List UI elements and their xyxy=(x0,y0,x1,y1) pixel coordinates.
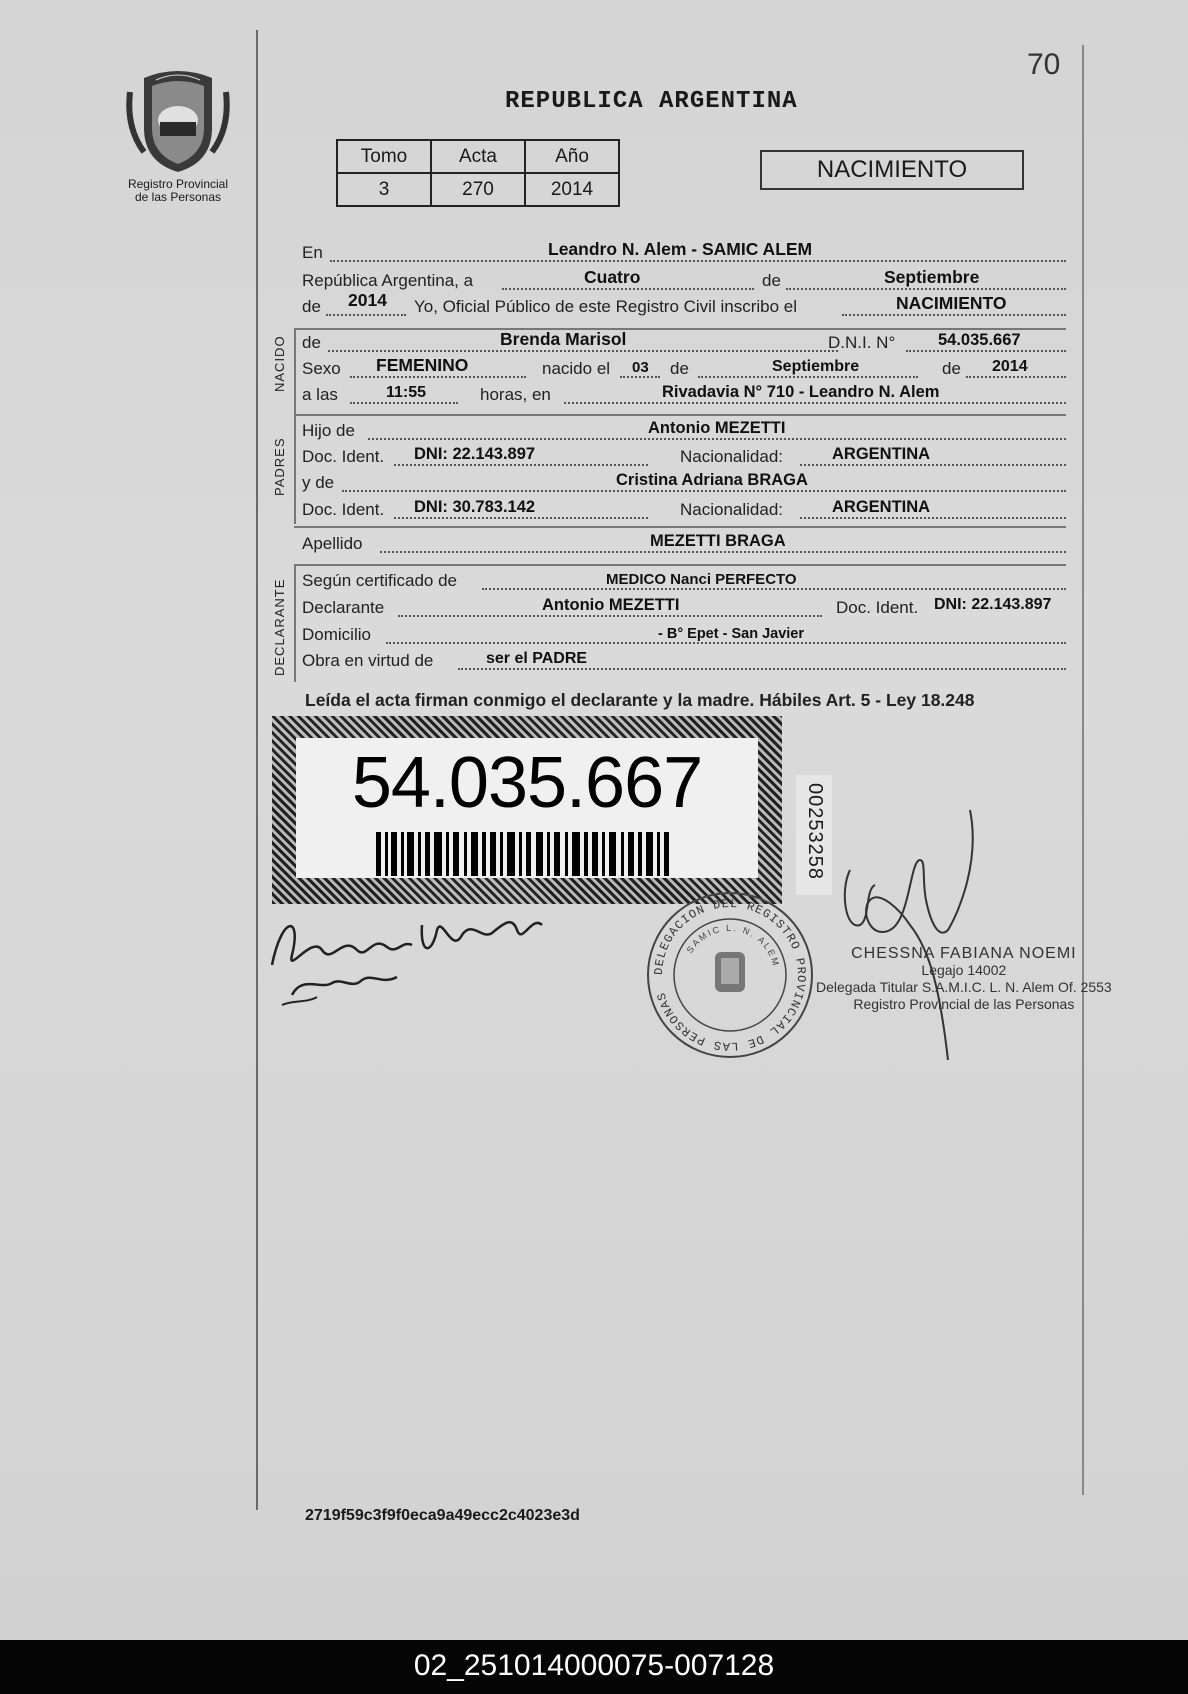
logo-caption-line1: Registro Provincial xyxy=(127,177,229,191)
officer-registro: Registro Provincial de las Personas xyxy=(853,996,1075,1012)
officer-block xyxy=(816,945,1112,1013)
left-margin-line xyxy=(256,30,258,1510)
side-code-text: 00253258 xyxy=(804,783,826,880)
hora-value: 11:55 xyxy=(386,384,427,401)
tomo-value: 3 xyxy=(337,173,431,206)
separator-1 xyxy=(294,328,1066,330)
declarante-signature-icon xyxy=(262,895,562,1025)
padre-doc-value: DNI: 22.143.897 xyxy=(414,445,536,463)
oficial-text: Yo, Oficial Público de este Registro Civil inscribo el xyxy=(414,297,797,316)
sexo-value: FEMENINO xyxy=(376,355,469,375)
row-oficial xyxy=(302,290,1066,320)
declarante-value: Antonio MEZETTI xyxy=(542,596,680,614)
nacido-de3-label: de xyxy=(942,359,961,378)
sticker-dni-number: 54.035.667 xyxy=(351,743,703,823)
province-seal-logo xyxy=(118,68,238,208)
row-padre xyxy=(302,420,1066,444)
dni-sticker-inner xyxy=(296,738,758,878)
tomo-acta-anio-table xyxy=(336,139,620,207)
padre-doc-label: Doc. Ident. xyxy=(302,447,385,466)
logo-caption-line2: de las Personas xyxy=(134,190,222,204)
en-value: Leandro N. Alem - SAMIC ALEM xyxy=(548,239,813,259)
apellido-label: Apellido xyxy=(302,534,363,553)
dni-sticker xyxy=(272,716,782,904)
domicilio-label: Domicilio xyxy=(302,625,371,644)
row-domicilio xyxy=(302,624,1066,648)
nombre-value: Brenda Marisol xyxy=(500,329,627,349)
act-type-box: NACIMIENTO xyxy=(760,150,1024,190)
padre-nac-value: ARGENTINA xyxy=(832,445,931,463)
lugar-value: Rivadavia N° 710 - Leandro N. Alem xyxy=(662,383,940,401)
declarante-doc-value: DNI: 22.143.897 xyxy=(934,596,1052,613)
de-label: de xyxy=(762,271,781,290)
anio-inscripcion-value: 2014 xyxy=(348,290,387,310)
madre-value: Cristina Adriana BRAGA xyxy=(616,471,808,489)
republica-label: República Argentina, a xyxy=(302,271,474,290)
declarante-label: Declarante xyxy=(302,598,385,617)
madre-nac-value: ARGENTINA xyxy=(832,498,931,516)
apellido-value: MEZETTI BRAGA xyxy=(650,532,786,550)
dia-value: Cuatro xyxy=(584,267,641,287)
obra-label: Obra en virtud de xyxy=(302,651,434,670)
yde-label: y de xyxy=(302,473,335,492)
hijo-de-label: Hijo de xyxy=(302,421,355,440)
certificado-value: MEDICO Nanci PERFECTO xyxy=(606,571,797,588)
official-stamp-icon xyxy=(645,890,815,1060)
declarante-doc-label: Doc. Ident. xyxy=(836,598,919,617)
officer-name: CHESSNA FABIANA NOEMI xyxy=(851,945,1077,962)
row-nombre xyxy=(302,329,1066,356)
document-title: REPUBLICA ARGENTINA xyxy=(505,88,798,115)
mes-value: Septiembre xyxy=(884,267,980,287)
closing-text: Leída el acta firman conmigo el declarante y la madre. Hábiles Art. 5 - Ley 18.248 xyxy=(305,690,975,710)
de2-label: de xyxy=(302,297,321,316)
barcode-icon xyxy=(376,832,676,876)
inscribe-value: NACIMIENTO xyxy=(896,293,1007,313)
tomo-header: Tomo xyxy=(337,140,431,173)
padres-section-line xyxy=(294,414,296,524)
row-en xyxy=(302,239,1066,266)
officer-cargo: Delegada Titular S.A.M.I.C. L. N. Alem Of. 2553 xyxy=(816,979,1112,995)
nacido-section-label: NACIDO xyxy=(272,335,287,392)
obra-value: ser el PADRE xyxy=(486,650,588,667)
seal-icon xyxy=(126,68,230,174)
declarante-section-line xyxy=(294,564,296,682)
nacido-mes-value: Septiembre xyxy=(772,358,860,375)
madre-doc-label: Doc. Ident. xyxy=(302,500,385,519)
madre-nac-label: Nacionalidad: xyxy=(680,500,784,519)
horas-en-label: horas, en xyxy=(480,385,551,404)
acta-header: Acta xyxy=(431,140,525,173)
stamp-ring-text: DELEGACION DEL REGISTRO PROVINCIAL DE LAS PERSONAS xyxy=(651,896,809,1054)
alas-label: a las xyxy=(302,385,338,404)
official-signature-icon xyxy=(830,800,990,1070)
nacido-de-label: de xyxy=(302,333,321,352)
acta-value: 270 xyxy=(431,173,525,206)
nacido-de2-label: de xyxy=(670,359,689,378)
row-madre-doc xyxy=(302,499,1066,523)
separator-3 xyxy=(294,526,1066,528)
padres-section-label: PADRES xyxy=(272,437,287,496)
padre-nac-label: Nacionalidad: xyxy=(680,447,784,466)
padre-value: Antonio MEZETTI xyxy=(648,419,786,437)
nacido-dia-value: 03 xyxy=(632,359,649,376)
row-republica xyxy=(302,267,1066,294)
anio-header: Año xyxy=(525,140,619,173)
row-obra xyxy=(302,650,1066,674)
row-declarante xyxy=(302,597,1066,621)
madre-doc-value: DNI: 30.783.142 xyxy=(414,498,536,516)
domicilio-value: - B° Epet - San Javier xyxy=(658,626,805,642)
officer-legajo: Legajo 14002 xyxy=(921,962,1007,978)
footer-id-bar: 02_251014000075-007128 xyxy=(0,1640,1188,1694)
declarante-section-label: DECLARANTE xyxy=(272,578,287,676)
row-hora xyxy=(302,384,1066,408)
row-padre-doc xyxy=(302,446,1066,470)
right-margin-line xyxy=(1082,45,1084,1495)
nacido-anio-value: 2014 xyxy=(992,358,1028,375)
nacido-section-line xyxy=(294,328,296,418)
en-label: En xyxy=(302,243,323,262)
row-sexo xyxy=(302,355,1066,382)
row-apellido xyxy=(302,533,1066,557)
document-hash: 2719f59c3f9f0eca9a49ecc2c4023e3d xyxy=(305,1507,580,1524)
anio-value: 2014 xyxy=(525,173,619,206)
row-certificado xyxy=(302,570,1066,594)
sticker-side-code xyxy=(796,775,832,895)
nacido-el-label: nacido el xyxy=(542,359,611,378)
sexo-label: Sexo xyxy=(302,359,341,378)
stamp-inner-text: SAMIC L. N. ALEM xyxy=(684,922,782,969)
dni-value: 54.035.667 xyxy=(938,331,1021,349)
page-number: 70 xyxy=(1027,48,1061,81)
certificado-label: Según certificado de xyxy=(302,571,457,590)
separator-4 xyxy=(294,564,1066,566)
row-madre xyxy=(302,472,1066,496)
separator-2 xyxy=(294,414,1066,416)
dni-label: D.N.I. N° xyxy=(828,333,896,352)
